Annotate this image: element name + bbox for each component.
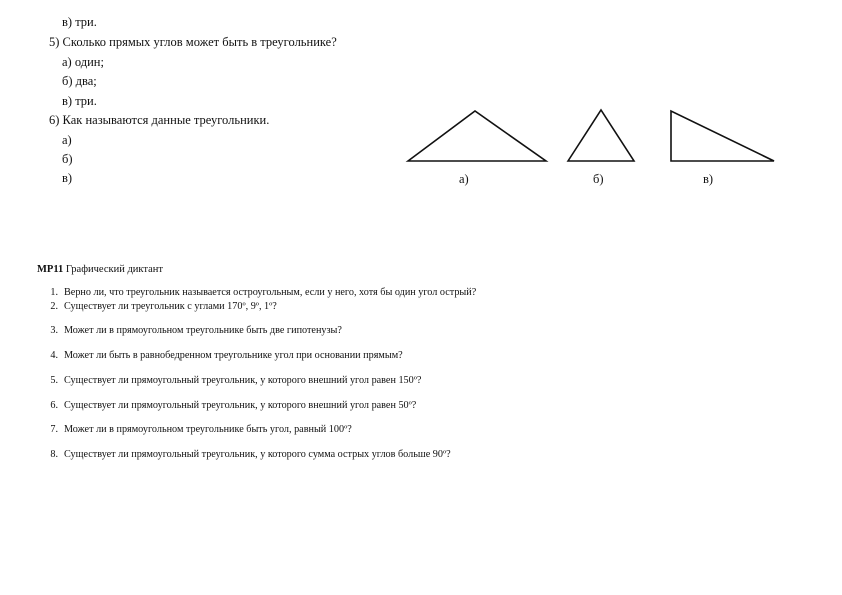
triangle-b [568,110,634,161]
dictation-item-text: Существует ли прямоугольный треугольник, у которого сумма острых углов больше 90º? [64,449,451,460]
triangles-figure [0,0,842,200]
dictation-item-text: Существует ли прямоугольный треугольник, у которого внешний угол равен 50º? [64,400,417,411]
dictation-title: Графический диктант [65,264,163,275]
q6-question: 6) Как называются данные треугольники. [49,113,270,127]
q5-option-b: б) два; [62,74,97,88]
q5-option-c: в) три. [62,94,97,108]
dictation-item-text: Может ли быть в равнобедренном треугольнике угол при основании прямым? [64,350,403,361]
q6-option-a: а) [62,133,72,147]
triangle-c [671,111,774,161]
dictation-item-number: 3. [50,325,58,336]
dictation-item-text: Может ли в прямоугольном треугольнике быть угол, равный 100º? [64,424,352,435]
q6-option-b: б) [62,152,73,166]
dictation-item-number: 7. [50,424,58,435]
q6-option-c: в) [62,171,73,185]
dictation-item-number: 6. [50,400,58,411]
dictation-code: МР11 [37,264,64,275]
dictation-item-number: 1. [50,287,58,298]
triangle-c-label: в) [703,172,714,186]
dictation-heading [37,264,163,275]
triangle-a-label: а) [459,172,469,186]
triangle-b-label: б) [593,172,604,186]
q4-option-c: в) три. [62,15,97,29]
q5-question: 5) Сколько прямых углов может быть в треугольнике? [49,35,337,49]
triangle-a [408,111,546,161]
dictation-item-text: Существует ли треугольник с углами 170º, 9º, 1º? [64,301,277,312]
dictation-item-number: 5. [50,375,58,386]
dictation-item-number: 4. [50,350,58,361]
dictation-item-number: 8. [50,449,58,460]
q5-option-a: а) один; [62,55,104,69]
dictation-item-text: Может ли в прямоугольном треугольнике быть две гипотенузы? [64,325,342,336]
dictation-item-text: Существует ли прямоугольный треугольник, у которого внешний угол равен 150º? [64,375,422,386]
dictation-item-text: Верно ли, что треугольник называется остроугольным, если у него, хотя бы один угол острый? [64,287,477,298]
dictation-item-number: 2. [50,301,58,312]
